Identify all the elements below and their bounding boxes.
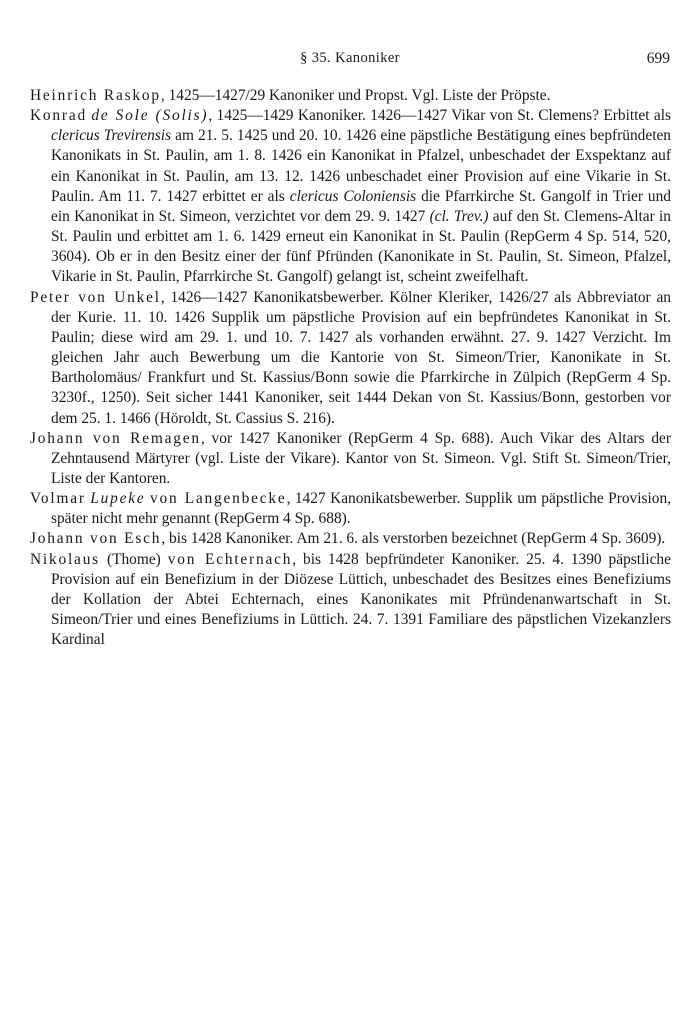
entry-name-rest: von Langenbecke	[150, 490, 287, 508]
entry-text-part: am 21. 5. 1425 und 20. 10. 1426 eine päpstliche Bestätigung eines bepfründeten Kanonikats in St. Paulin, am 1. 8. 1426 ein Kanonikat in Pfalzel, unbeschadet der Exspektanz auf ein Kanonikat in St. Paulin, am 13. 12. 1426 unbeschadet einer Provision auf eine Vikarie in St. Paulin. Am 11. 7. 1427 erbittet er als	[51, 127, 671, 205]
entry-text: , 1425—1427/29 Kanoniker und Propst. Vgl. Liste der Pröpste.	[160, 87, 551, 104]
entry-first-name: Volmar	[30, 490, 86, 508]
entry-name: Peter von Unkel	[30, 288, 161, 306]
running-head	[30, 50, 670, 70]
entry-text: , 1427 Kanonikatsbewerber. Supplik um päpstliche Provision, später nicht mehr genannt (RepGerm 4 Sp. 688).	[51, 490, 671, 528]
entry-name-italic: de Sole (Solis)	[91, 107, 209, 125]
entry-nikolaus-von-echternach	[30, 550, 671, 651]
entry-text-part: , 1425—1429 Kanoniker. 1426—1427 Vikar von St. Clemens? Erbittet als	[208, 107, 671, 125]
entry-text-part: die Pfarrkirche St. Gangolf in Trier und ein Kanonikat in St. Simeon, verzichtet vor dem 29. 9. 1427	[51, 187, 671, 225]
entry-name-italic: Lupeke	[90, 490, 146, 508]
entry-first-name: Konrad	[30, 107, 87, 125]
entry-text: , bis 1428 Kanoniker. Am 21. 6. als verstorben bezeichnet (RepGerm 4 Sp. 3609).	[161, 530, 666, 548]
entry-text-part: auf den St. Clemens-Altar in St. Paulin und erbittet am 1. 6. 1429 erneut ein Kanonikat in St. Paulin (RepGerm 4 Sp. 514, 520, 3604). Ob er in den Besitz einer der fünf Pfründen (Kanonikate in St. Paulin, St. Simeon, Pfalzel, Vikarie in St. Paulin, Pfarrkirche St. Gangolf) gelangt ist, scheint zweifelhaft.	[51, 207, 671, 286]
entry-name: Johann von Esch	[30, 530, 162, 548]
entry-name: Johann von Remagen	[30, 429, 201, 447]
section-title: § 35. Kanoniker	[300, 50, 400, 66]
entry-text-italic: (cl. Trev.)	[429, 207, 489, 225]
entry-text-italic: clericus Coloniensis	[289, 187, 417, 205]
entry-johann-von-remagen	[30, 429, 671, 489]
entry-peter-von-unkel	[30, 288, 671, 429]
entry-middle-name: (Thome)	[106, 550, 161, 568]
entry-text: , bis 1428 bepfründeter Kanoniker. 25. 4. 1390 päpstliche Provision auf ein Benefizium in der Diözese Lüttich, unbeschadet des Besitzes eines Benefiziums der Kollation der Abtei Echternach, eines Kanonikates mit Pfründenanwartschaft in St. Simeon/Trier und eines Benefiziums in Lüttich. 24. 7. 1391 Familiare des päpstlichen Vizekanzlers Kardinal	[51, 550, 671, 649]
entry-name-rest: von Echternach	[167, 550, 293, 568]
entry-konrad-de-sole	[30, 106, 671, 287]
entry-list	[30, 86, 671, 650]
entry-first-name: Nikolaus	[30, 550, 100, 568]
entry-text: , vor 1427 Kanoniker (RepGerm 4 Sp. 688). Auch Vikar des Altars der Zehntausend Märtyrer (vgl. Liste der Vikare). Kantor von St. Simeon. Vgl. Stift St. Simeon/Trier, Liste der Kantoren.	[51, 429, 671, 487]
entry-text-italic: clericus Trevirensis	[51, 127, 172, 145]
entry-name: Heinrich Raskop	[30, 87, 161, 104]
entry-text: , 1426—1427 Kanonikatsbewerber. Kölner Kleriker, 1426/27 als Abbreviator an der Kurie. 11. 10. 1426 Supplik um päpstliche Provision auf ein bepfründetes Kanonikat in St. Paulin; diese wird am 29. 1. und 10. 7. 1427 als vorhanden erwähnt. 27. 9. 1427 Verzicht. Im gleichen Jahr auch Bewerbung um die Kantorie von St. Simeon/Trier, Kanonikate in St. Bartholomäus/ Frankfurt und St. Kassius/Bonn sowie die Pfarrkirche in Zülpich (RepGerm 4 Sp. 3230f., 1250). Seit sicher 1441 Kanoniker, seit 1444 Dekan von St. Kassius/Bonn, gestorben vor dem 25. 1. 1466 (Höroldt, St. Cassius S. 216).	[51, 288, 671, 427]
entry-johann-von-esch	[30, 529, 671, 549]
entry-volmar-lupeke	[30, 489, 671, 529]
entry-heinrich-raskop	[30, 86, 671, 106]
page-number: 699	[646, 50, 670, 67]
